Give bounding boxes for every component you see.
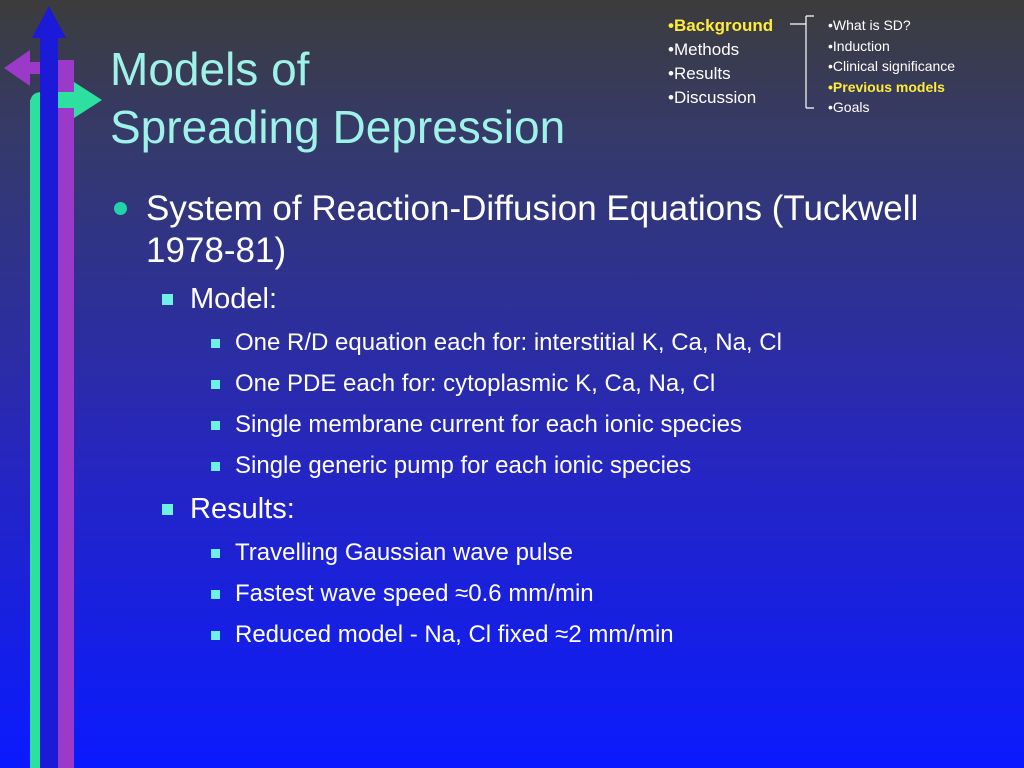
- slide-title: [110, 40, 565, 156]
- round-bullet-icon: [114, 202, 127, 215]
- sub-bullet-label: Model:: [190, 283, 278, 315]
- square-bullet-icon: [211, 549, 220, 558]
- main-bullet: [110, 188, 1010, 272]
- sub-bullet-results: [110, 490, 1010, 528]
- list-item: One PDE each for: cytoplasmic K, Ca, Na, Cl: [110, 363, 1010, 404]
- main-bullet-text: System of Reaction-Diffusion Equations (Tuckwell 1978-81): [146, 189, 919, 270]
- nav-item-induction[interactable]: •Induction: [828, 37, 890, 54]
- square-bullet-icon: [162, 294, 173, 305]
- section-nav: [668, 14, 773, 110]
- list-item: Travelling Gaussian wave pulse: [110, 532, 1010, 573]
- blue-arrow-head: [32, 6, 66, 38]
- square-bullet-icon: [211, 421, 220, 430]
- nav-item-background[interactable]: •Background: [668, 16, 774, 35]
- subsection-nav: [828, 15, 955, 118]
- square-bullet-icon: [211, 462, 220, 471]
- list-item: Reduced model - Na, Cl fixed ≈2 mm/min: [110, 614, 1010, 655]
- nav-item-methods[interactable]: •Methods: [668, 40, 740, 59]
- slide-title-line1: Models of: [110, 43, 310, 95]
- nav-item-discussion[interactable]: •Discussion: [668, 88, 757, 107]
- nav-item-what-is-sd[interactable]: •What is SD?: [828, 17, 911, 33]
- square-bullet-icon: [162, 504, 173, 515]
- nav-item-results[interactable]: •Results: [668, 64, 731, 83]
- slide-title-line2: Spreading Depression: [110, 101, 566, 153]
- nav-bracket: [790, 12, 828, 112]
- square-bullet-icon: [211, 380, 220, 389]
- sub-bullet-model: [110, 280, 1010, 318]
- sub-bullet-label: Results:: [190, 493, 295, 525]
- slide-body: [110, 188, 1010, 655]
- list-item: One R/D equation each for: interstitial K, Ca, Na, Cl: [110, 322, 1010, 363]
- list-item: Single generic pump for each ionic species: [110, 445, 1010, 486]
- nav-item-clinical-significance[interactable]: •Clinical significance: [828, 58, 956, 74]
- square-bullet-icon: [211, 590, 220, 599]
- list-item: Single membrane current for each ionic species: [110, 404, 1010, 445]
- blue-arrow-bar: [40, 34, 58, 768]
- square-bullet-icon: [211, 339, 220, 348]
- list-item: Fastest wave speed ≈0.6 mm/min: [110, 573, 1010, 614]
- nav-item-goals[interactable]: •Goals: [828, 99, 870, 115]
- decorative-arrows: [0, 0, 110, 768]
- nav-item-previous-models[interactable]: •Previous models: [828, 78, 945, 95]
- square-bullet-icon: [211, 631, 220, 640]
